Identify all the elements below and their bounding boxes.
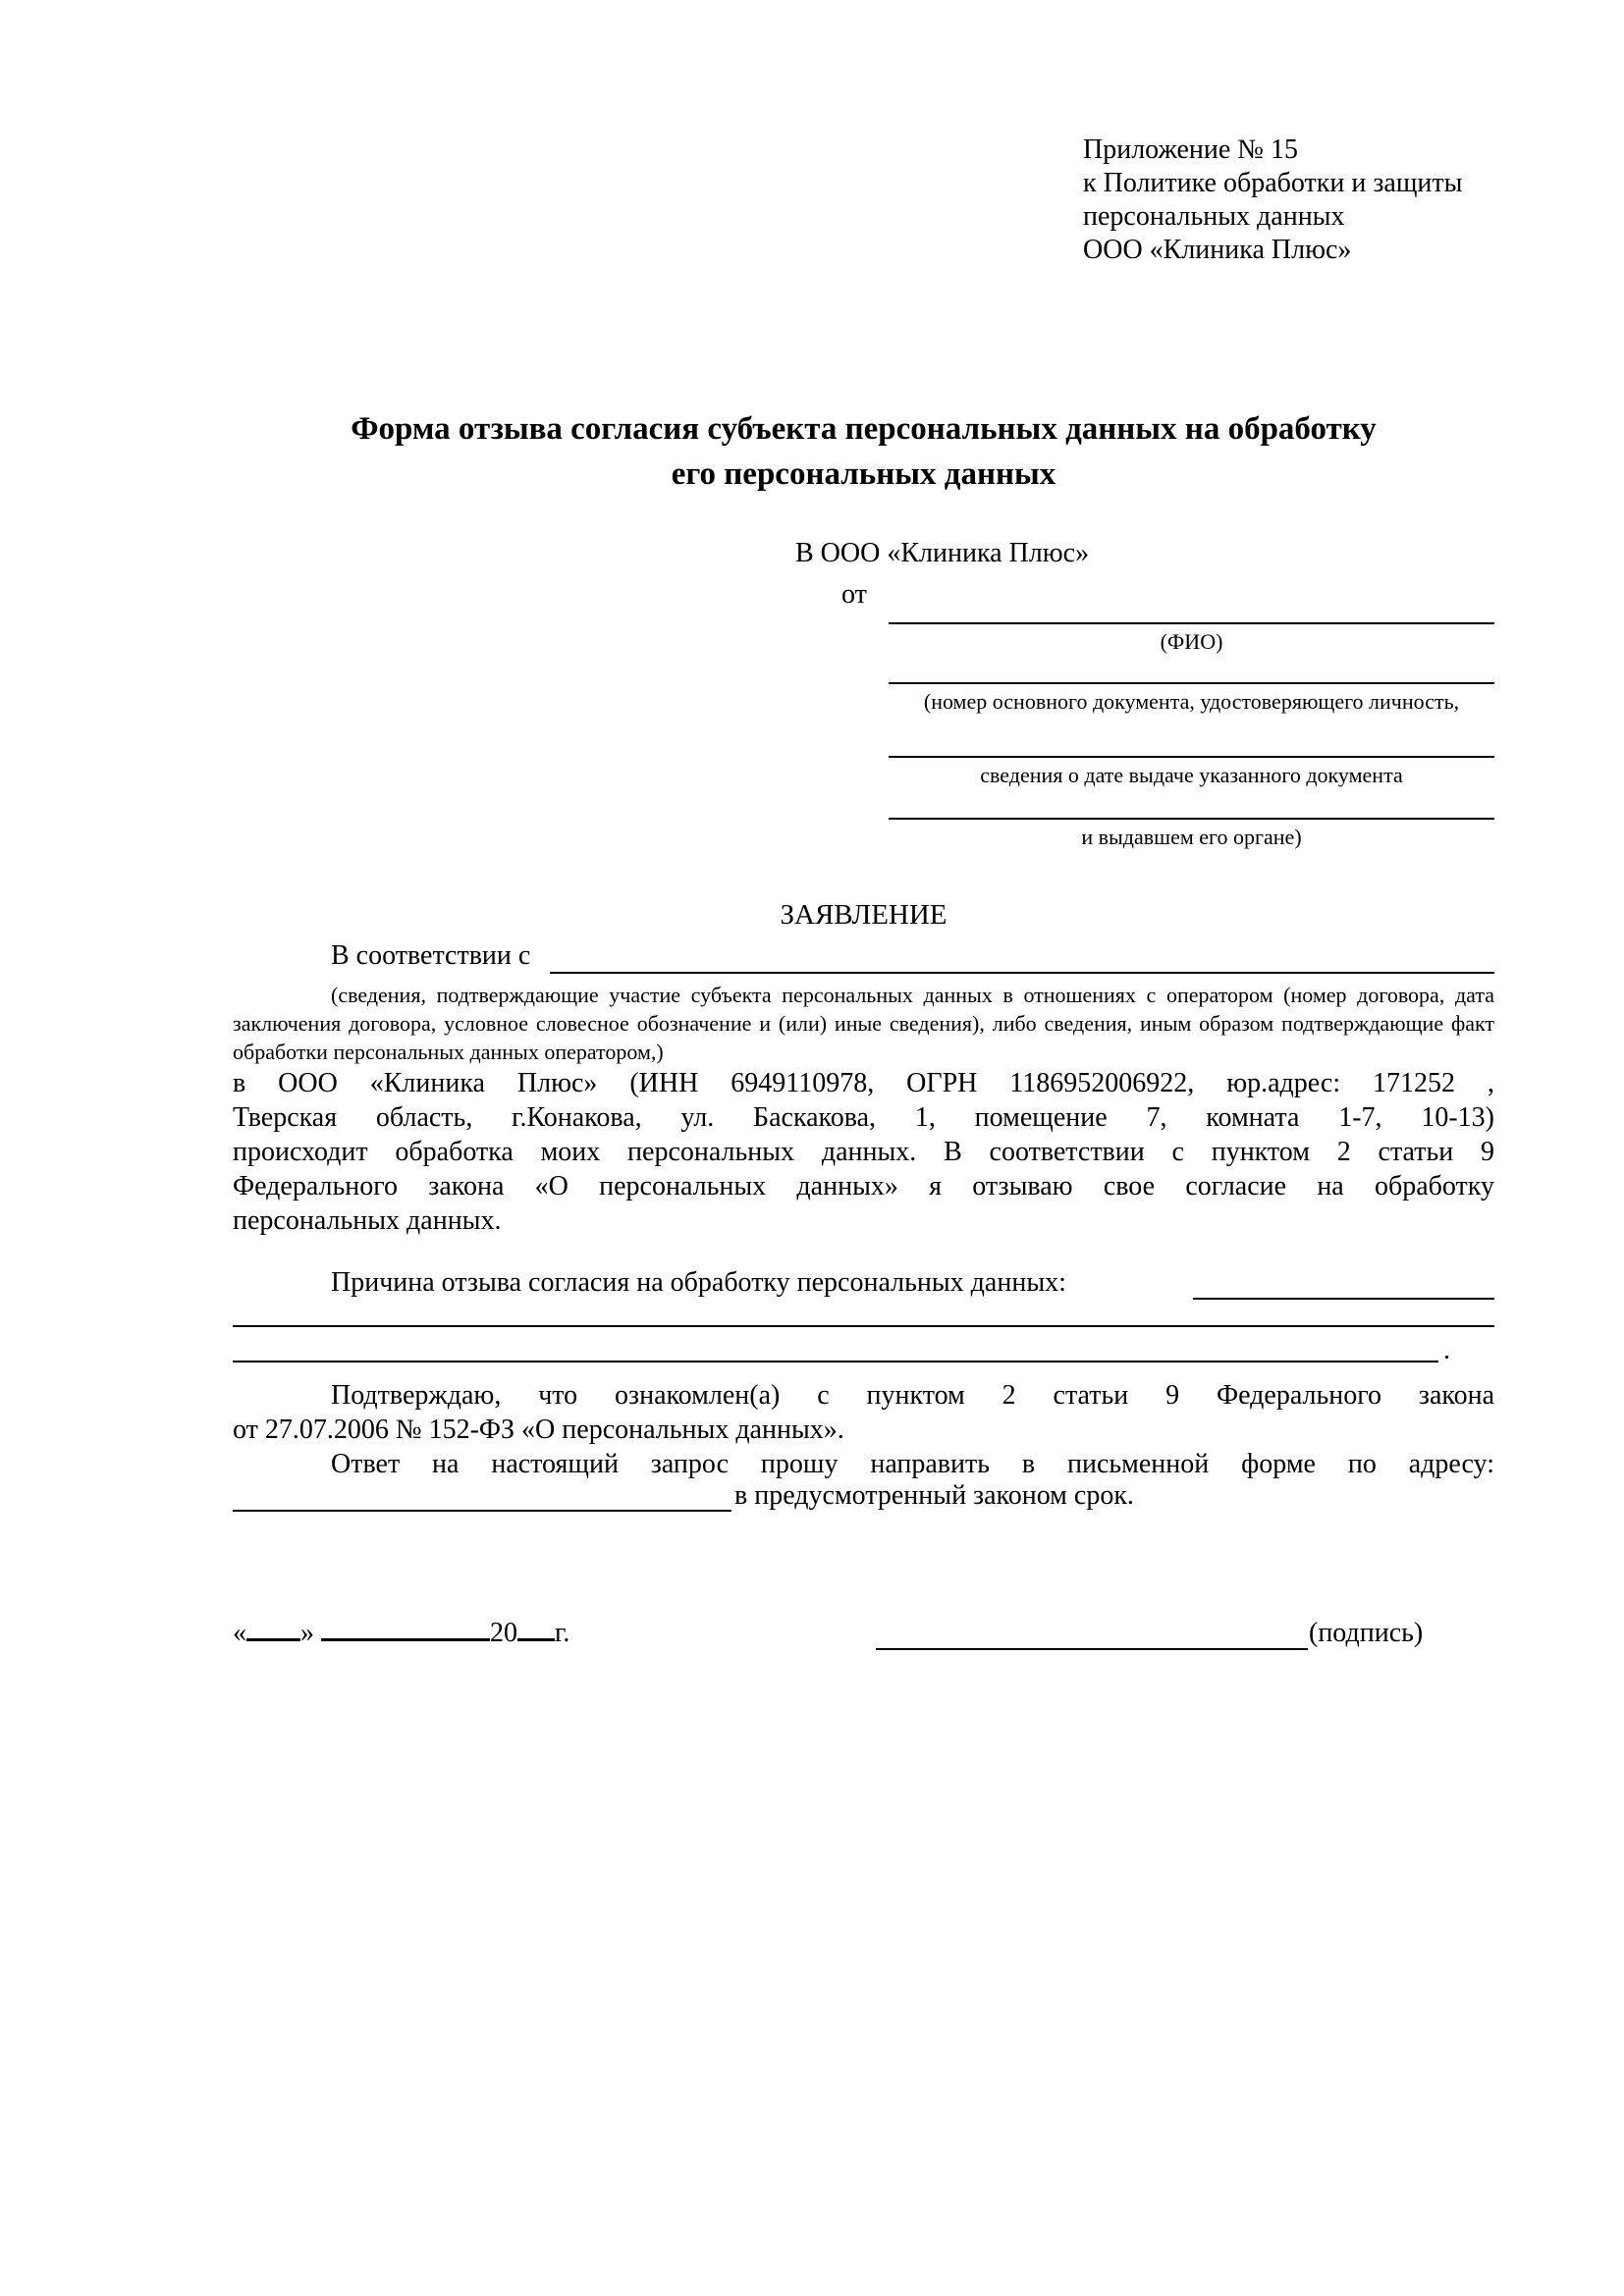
document-number-blank-line[interactable] (889, 682, 1494, 684)
reason-trailing-period: . (1443, 1335, 1450, 1365)
intro-note-line-3: обработки персональных данных оператором,) (233, 1040, 664, 1064)
statement-body-line-3: происходит обработка моих персональных данных. В соответствии с пунктом 2 статьи 9 (233, 1137, 1494, 1167)
statement-body-line-1: в ООО «Клиника Плюс» (ИНН 6949110978, ОГРН 1186952006922, юр.адрес: 171252 , (233, 1068, 1494, 1098)
fio-field-label: (ФИО) (1160, 629, 1223, 654)
statement-body-line-2: Тверская область, г.Конакова, ул. Баскакова, 1, помещение 7, комната 1-7, 10-13) (233, 1102, 1494, 1133)
document-title-line-1: Форма отзыва согласия субъекта персональных данных на обработку (351, 411, 1377, 447)
appendix-line-1: Приложение № 15 (1083, 134, 1298, 165)
intro-note-line-2: заключения договора, условное словесное обозначение и (или) иные сведения), либо сведения, иным образом подтверждающие факт (233, 1011, 1494, 1036)
date-day-blank[interactable] (246, 1638, 300, 1641)
document-title (233, 406, 1494, 497)
reason-blank-line-short[interactable] (1193, 1298, 1494, 1300)
signature-label: (подпись) (1309, 1618, 1424, 1648)
date-month-blank[interactable] (321, 1638, 490, 1641)
statement-heading: ЗАЯВЛЕНИЕ (780, 899, 947, 931)
document-title-line-2: его персональных данных (671, 456, 1056, 492)
addressee-to: В ООО «Клиника Плюс» (795, 538, 1090, 568)
reply-line-1: Ответ на настоящий запрос прошу направить в письменной форме по адресу: (331, 1449, 1494, 1479)
statement-body (233, 1066, 1494, 1238)
issue-date-blank-line[interactable] (889, 756, 1494, 758)
intro-blank-line[interactable] (550, 972, 1494, 974)
document-number-field-label: (номер основного документа, удостоверяющего личность, (923, 689, 1460, 714)
reply-suffix: в предусмотренный законом срок. (734, 1480, 1134, 1511)
intro-note (233, 981, 1494, 1066)
statement-body-line-4: Федерального закона «О персональных данных» я отзываю свое согласие на обработку (233, 1171, 1494, 1201)
date-quote-open: « (233, 1618, 246, 1648)
appendix-block (1083, 133, 1462, 267)
issuing-authority-blank-line[interactable] (889, 818, 1494, 820)
date-row (233, 1616, 569, 1650)
date-year-prefix: 20 (490, 1618, 517, 1648)
confirmation-line-1: Подтверждаю, что ознакомлен(а) с пунктом 2 статьи 9 Федерального закона (331, 1380, 1494, 1411)
date-year-suffix: г. (555, 1618, 570, 1648)
signature-blank-line[interactable] (876, 1648, 1308, 1650)
issuing-authority-field-label: и выдавшем его органе) (1081, 825, 1302, 849)
addressee-from-label: от (841, 579, 867, 610)
intro-prefix: В соответствии с (331, 940, 531, 971)
date-year-blank[interactable] (517, 1638, 555, 1641)
reason-blank-line-1[interactable] (233, 1325, 1494, 1327)
confirmation-line-2: от 27.07.2006 № 152-ФЗ «О персональных данных». (233, 1415, 844, 1445)
appendix-line-2: к Политике обработки и защиты (1083, 168, 1463, 198)
fio-blank-line[interactable] (889, 622, 1494, 624)
issue-date-field-label: сведения о дате выдаче указанного документа (980, 763, 1403, 787)
reason-blank-line-2[interactable] (233, 1361, 1438, 1362)
confirmation-paragraph (233, 1378, 1494, 1447)
reason-label: Причина отзыва согласия на обработку персональных данных: (331, 1267, 1066, 1298)
date-quote-close: » (300, 1618, 314, 1648)
appendix-line-4: ООО «Клиника Плюс» (1083, 235, 1352, 265)
reply-paragraph (233, 1447, 1494, 1481)
statement-body-line-5: персональных данных. (233, 1205, 502, 1236)
reply-address-blank-line[interactable] (233, 1510, 731, 1512)
appendix-line-3: персональных данных (1083, 201, 1345, 232)
intro-note-line-1: (сведения, подтверждающие участие субъекта персональных данных в отношениях с оператором (номер договора, дата (331, 983, 1494, 1007)
